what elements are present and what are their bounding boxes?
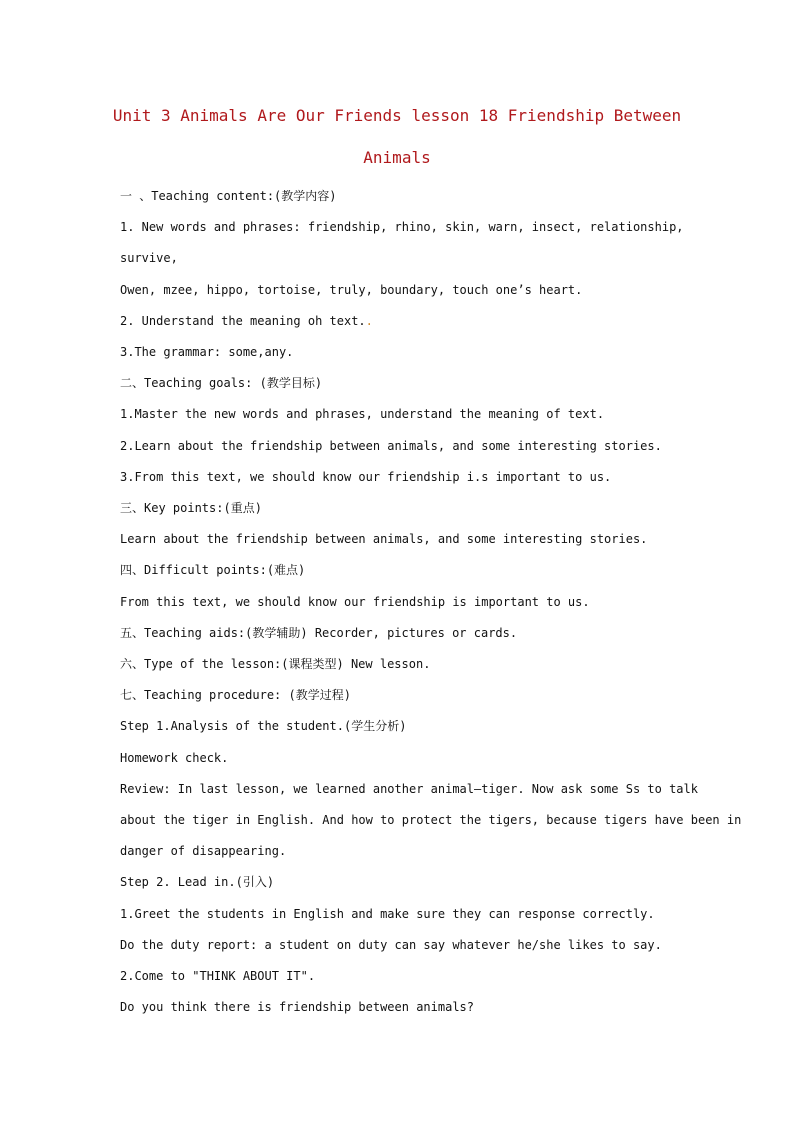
section-7-heading: 七、Teaching procedure: (教学过程) bbox=[120, 688, 351, 702]
review-line-3: danger of disappearing. bbox=[120, 844, 287, 858]
key-points-text: Learn about the friendship between animals, and some interesting stories. bbox=[120, 532, 648, 546]
new-words-line-2: survive, bbox=[120, 251, 178, 265]
section-4-heading: 四、Difficult points:(难点) bbox=[120, 563, 306, 577]
goal-item-1: 1.Master the new words and phrases, understand the meaning of text. bbox=[120, 407, 605, 421]
homework-check: Homework check. bbox=[120, 751, 229, 765]
section-1-heading: 一 、Teaching content:(教学内容) bbox=[120, 189, 337, 203]
section-3-heading: 三、Key points:(重点) bbox=[120, 501, 262, 515]
document-title-line-2: Animals bbox=[363, 148, 431, 167]
content-item-2-text: 2. Understand the meaning oh text. bbox=[120, 314, 366, 328]
document-title-line-1: Unit 3 Animals Are Our Friends lesson 18 Friendship Between bbox=[112, 106, 682, 125]
goal-item-3: 3.From this text, we should know our friendship i.s important to us. bbox=[120, 470, 612, 484]
goal-item-2: 2.Learn about the friendship between animals, and some interesting stories. bbox=[120, 439, 662, 453]
section-6-lesson-type: 六、Type of the lesson:(课程类型) New lesson. bbox=[120, 657, 431, 671]
step-2-heading: Step 2. Lead in.(引入) bbox=[120, 875, 275, 889]
duty-report-text: Do the duty report: a student on duty can say whatever he/she likes to say. bbox=[120, 938, 662, 952]
content-item-2 bbox=[120, 314, 373, 328]
section-5-teaching-aids: 五、Teaching aids:(教学辅助) Recorder, pictures or cards. bbox=[120, 626, 518, 640]
lead-in-item-2: 2.Come to "THINK ABOUT IT". bbox=[120, 969, 316, 983]
discussion-question: Do you think there is friendship between animals? bbox=[120, 1000, 475, 1014]
step-1-heading: Step 1.Analysis of the student.(学生分析) bbox=[120, 719, 407, 733]
review-line-1: Review: In last lesson, we learned another animal—tiger. Now ask some Ss to talk bbox=[120, 782, 698, 796]
difficult-points-text: From this text, we should know our friendship is important to us. bbox=[120, 595, 590, 609]
lead-in-item-1: 1.Greet the students in English and make sure they can response correctly. bbox=[120, 907, 655, 921]
review-line-2: about the tiger in English. And how to protect the tigers, because tigers have been in bbox=[120, 813, 742, 827]
section-2-heading: 二、Teaching goals: (教学目标) bbox=[120, 376, 323, 390]
content-item-3: 3.The grammar: some,any. bbox=[120, 345, 294, 359]
new-words-line-3: Owen, mzee, hippo, tortoise, truly, boundary, touch one’s heart. bbox=[120, 283, 583, 297]
new-words-line-1: 1. New words and phrases: friendship, rhino, skin, warn, insect, relationship, bbox=[120, 220, 684, 234]
trailing-mark: . bbox=[365, 314, 373, 328]
